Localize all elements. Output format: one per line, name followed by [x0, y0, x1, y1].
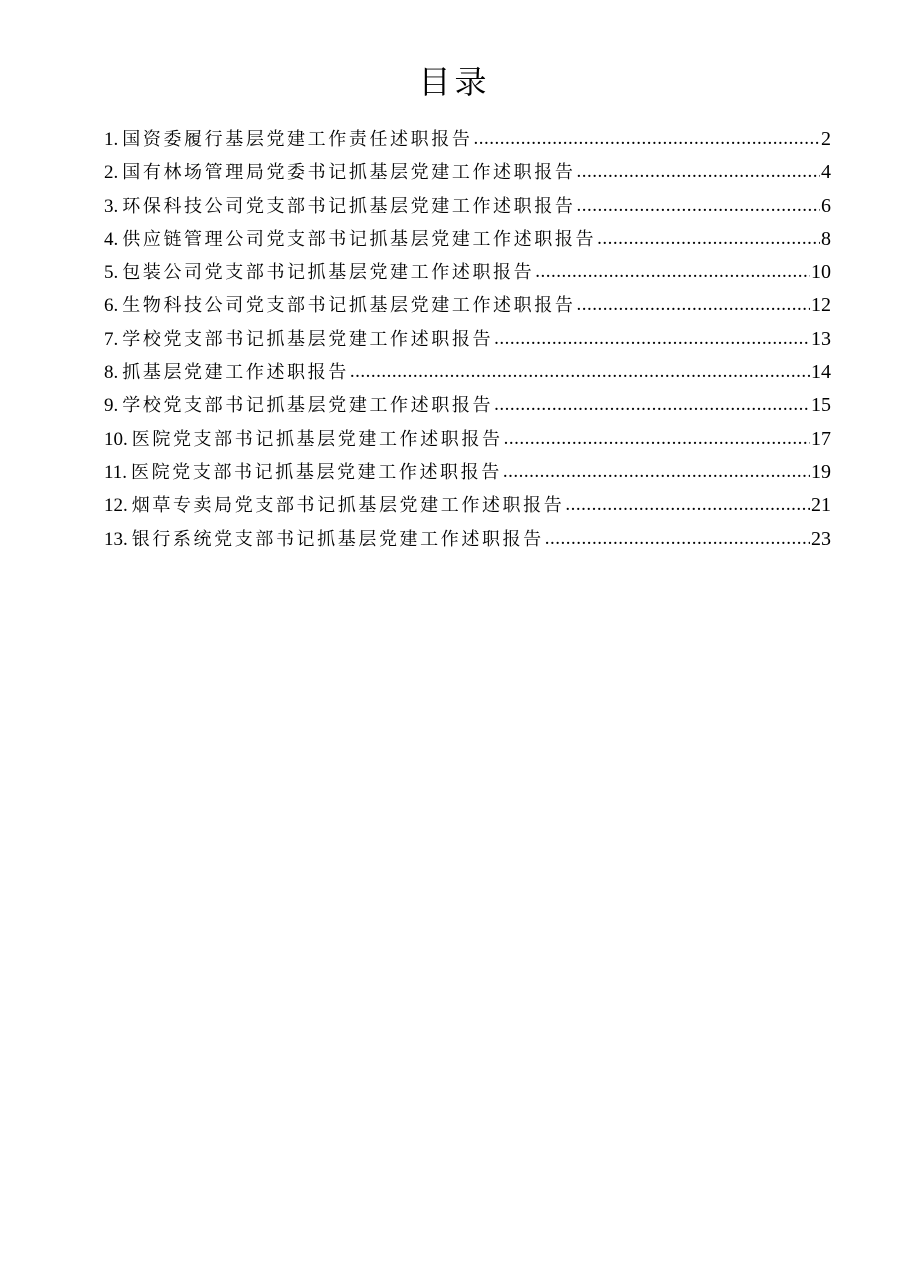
toc-entry-title: 学校党支部书记抓基层党建工作述职报告 — [122, 328, 494, 350]
table-of-contents — [104, 123, 831, 556]
toc-entry-label — [104, 190, 575, 223]
toc-dot-leader — [504, 422, 810, 455]
toc-dot-leader — [494, 322, 810, 355]
toc-entry-title: 国资委履行基层党建工作责任述职报告 — [122, 129, 473, 150]
toc-entry[interactable] — [104, 523, 831, 556]
toc-entry-title: 供应链管理公司党支部书记抓基层党建工作述职报告 — [122, 228, 597, 250]
toc-page-number: 4 — [821, 161, 831, 184]
toc-entry-title: 生物科技公司党支部书记抓基层党建工作述职报告 — [122, 295, 576, 317]
toc-entry-label — [104, 123, 472, 156]
toc-entry-label — [104, 489, 564, 522]
toc-entry[interactable] — [104, 456, 831, 489]
toc-page-number: 2 — [821, 128, 831, 150]
toc-title: 目录 — [418, 63, 491, 101]
toc-dot-leader — [597, 222, 820, 255]
toc-page-number: 10 — [811, 261, 831, 284]
toc-dot-leader — [494, 388, 810, 421]
toc-entry-label — [104, 289, 575, 322]
toc-dot-leader — [535, 255, 810, 288]
toc-page-number: 17 — [811, 427, 831, 450]
toc-entry[interactable] — [104, 256, 831, 289]
toc-entry[interactable] — [104, 356, 831, 389]
toc-entry-title: 包装公司党支部书记抓基层党建工作述职报告 — [122, 262, 535, 284]
toc-page-number: 19 — [811, 460, 831, 483]
toc-entry-number: 2. — [104, 162, 119, 184]
toc-entry[interactable] — [104, 156, 831, 189]
toc-dot-leader — [576, 189, 820, 222]
toc-entry-number: 5. — [104, 262, 119, 284]
toc-entry-number: 3. — [104, 195, 119, 217]
toc-dot-leader — [473, 122, 820, 155]
toc-entry[interactable] — [104, 190, 831, 223]
toc-entry-label — [104, 423, 503, 456]
toc-page-number: 21 — [811, 494, 831, 517]
toc-dot-leader — [350, 355, 810, 388]
toc-dot-leader — [565, 488, 810, 521]
toc-page-number: 13 — [811, 327, 831, 350]
toc-entry-label — [104, 156, 575, 189]
toc-entry-number: 12. — [104, 495, 128, 517]
toc-entry-label — [104, 389, 493, 422]
toc-dot-leader — [503, 455, 810, 488]
toc-entry-title: 环保科技公司党支部书记抓基层党建工作述职报告 — [122, 195, 576, 217]
toc-entry-number: 6. — [104, 295, 119, 317]
toc-entry-label — [104, 256, 534, 289]
toc-entry-title: 学校党支部书记抓基层党建工作述职报告 — [122, 395, 494, 417]
toc-entry-number: 13. — [104, 528, 128, 550]
toc-entry[interactable] — [104, 389, 831, 422]
toc-page-number: 14 — [811, 361, 831, 384]
toc-entry-label — [104, 323, 493, 356]
toc-entry-number: 4. — [104, 228, 119, 250]
toc-entry-title: 医院党支部书记抓基层党建工作述职报告 — [131, 428, 503, 450]
toc-entry-title: 烟草专卖局党支部书记抓基层党建工作述职报告 — [131, 495, 565, 517]
toc-entry[interactable] — [104, 123, 831, 156]
toc-entry-label — [104, 523, 544, 556]
toc-entry-number: 9. — [104, 395, 119, 417]
toc-entry-number: 7. — [104, 328, 119, 350]
toc-entry[interactable] — [104, 489, 831, 522]
toc-dot-leader — [545, 522, 810, 555]
toc-entry-title: 医院党支部书记抓基层党建工作述职报告 — [131, 461, 502, 483]
toc-entry[interactable] — [104, 289, 831, 322]
toc-dot-leader — [576, 288, 810, 321]
toc-entry-label — [104, 456, 502, 489]
toc-entry[interactable] — [104, 223, 831, 256]
toc-dot-leader — [576, 155, 820, 188]
toc-entry-title: 抓基层党建工作述职报告 — [122, 362, 349, 384]
toc-entry-label — [104, 223, 596, 256]
toc-entry-number: 10. — [104, 428, 128, 450]
toc-page-number: 6 — [821, 194, 831, 217]
toc-page-number: 23 — [811, 527, 831, 550]
toc-entry[interactable] — [104, 423, 831, 456]
toc-page-number: 8 — [821, 227, 831, 250]
toc-entry-number: 11. — [104, 461, 128, 483]
toc-entry-number: 8. — [104, 362, 119, 384]
toc-entry-label — [104, 356, 349, 389]
toc-entry-title: 国有林场管理局党委书记抓基层党建工作述职报告 — [122, 162, 576, 184]
toc-entry-number: 1. — [104, 129, 119, 150]
toc-entry[interactable] — [104, 323, 831, 356]
toc-page-number: 12 — [811, 294, 831, 317]
toc-entry-title: 银行系统党支部书记抓基层党建工作述职报告 — [131, 528, 544, 550]
toc-page-number: 15 — [811, 394, 831, 417]
